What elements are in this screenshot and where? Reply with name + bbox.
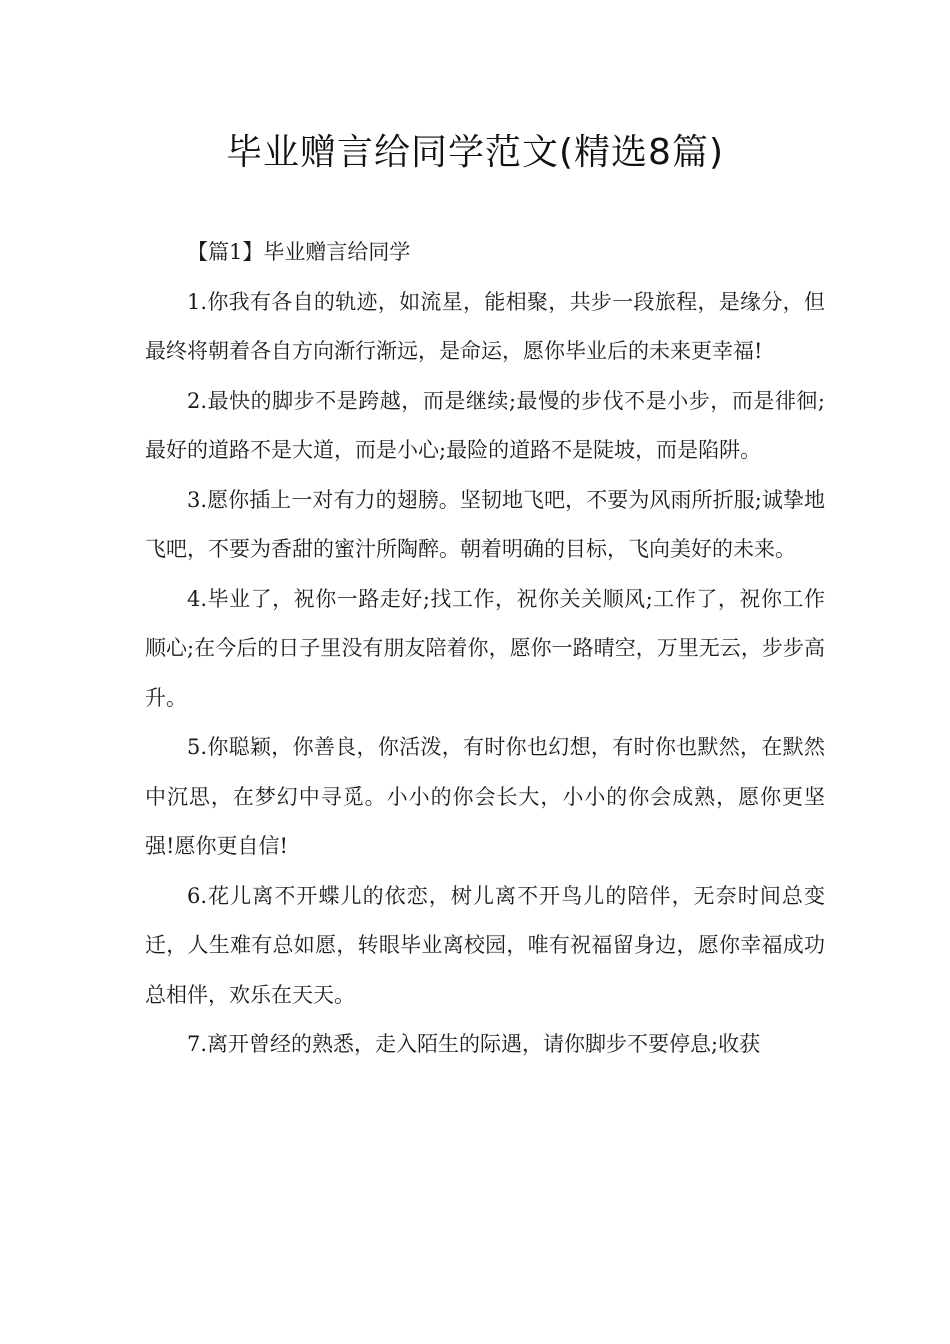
document-body [145, 228, 825, 1070]
document-title: 毕业赠言给同学范文(精选8篇) [226, 132, 724, 173]
paragraph-1: 1.你我有各自的轨迹，如流星，能相聚，共步一段旅程，是缘分，但最终将朝着各自方向渐行渐远，是命运，愿你毕业后的未来更幸福! [145, 289, 825, 363]
paragraph-7: 7.离开曾经的熟悉，走入陌生的际遇，请你脚步不要停息;收获 [187, 1032, 761, 1056]
section-heading: 【篇1】毕业赠言给同学 [187, 240, 411, 264]
paragraph-6: 6.花儿离不开蝶儿的依恋，树儿离不开鸟儿的陪伴，无奈时间总变迁，人生难有总如愿，转眼毕业离校园，唯有祝福留身边，愿你幸福成功总相伴，欢乐在天天。 [145, 883, 825, 1007]
paragraph-2: 2.最快的脚步不是跨越，而是继续;最慢的步伐不是小步，而是徘徊;最好的道路不是大道，而是小心;最险的道路不是陡坡，而是陷阱。 [145, 388, 825, 462]
paragraph-4: 4.毕业了，祝你一路走好;找工作，祝你关关顺风;工作了，祝你工作顺心;在今后的日子里没有朋友陪着你，愿你一路晴空，万里无云，步步高升。 [145, 586, 825, 710]
paragraph-5: 5.你聪颖，你善良，你活泼，有时你也幻想，有时你也默然，在默然中沉思，在梦幻中寻觅。小小的你会长大，小小的你会成熟，愿你更坚强!愿你更自信! [145, 735, 825, 858]
paragraph-3: 3.愿你插上一对有力的翅膀。坚韧地飞吧，不要为风雨所折服;诚挚地飞吧，不要为香甜的蜜汁所陶醉。朝着明确的目标，飞向美好的未来。 [145, 487, 825, 561]
